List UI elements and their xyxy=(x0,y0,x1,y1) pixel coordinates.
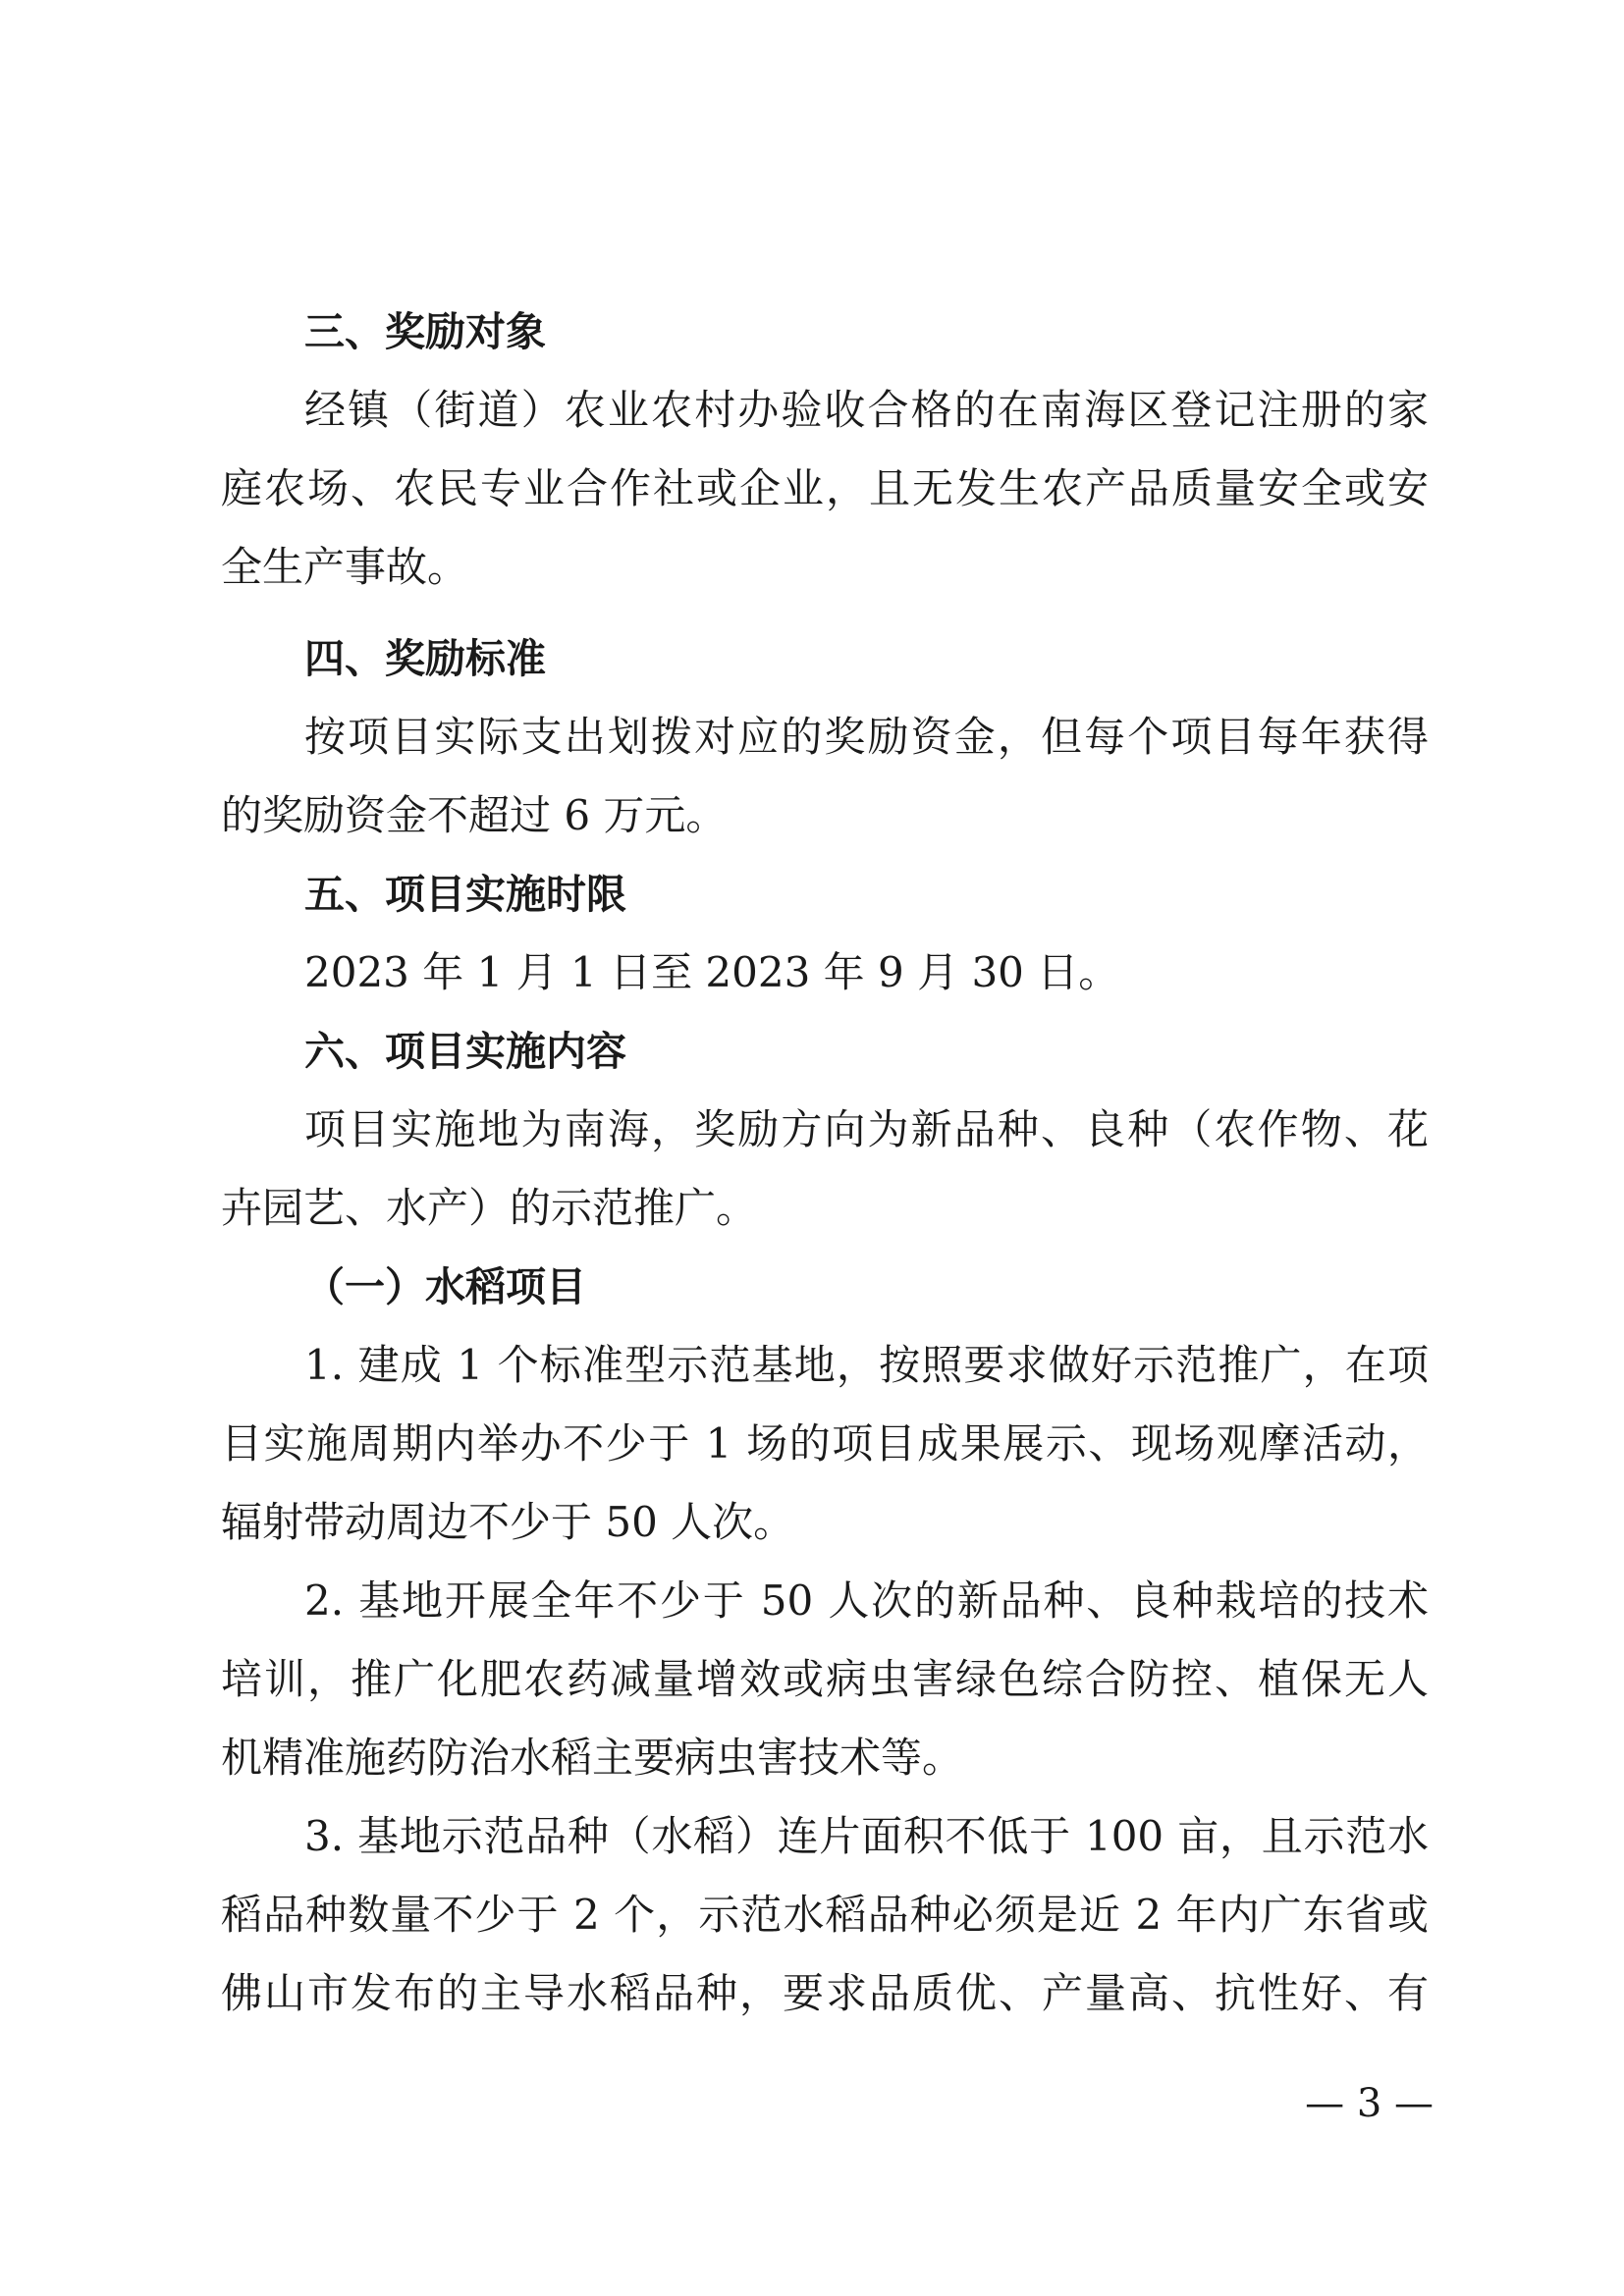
paragraph-line: 1. 建成 1 个标准型示范基地，按照要求做好示范推广，在项 xyxy=(304,1341,1429,1389)
paragraph-line: 佛山市发布的主导水稻品种，要求品质优、产量高、抗性好、有 xyxy=(221,1969,1429,2017)
paragraph-line: 项目实施地为南海，奖励方向为新品种、良种（农作物、花 xyxy=(304,1105,1429,1153)
paragraph-line: 稻品种数量不少于 2 个，示范水稻品种必须是近 2 年内广东省或 xyxy=(221,1891,1429,1939)
paragraph-line: 卉园艺、水产）的示范推广。 xyxy=(221,1184,758,1232)
paragraph-line: 经镇（街道）农业农村办验收合格的在南海区登记注册的家 xyxy=(304,386,1429,434)
paragraph-line: 按项目实际支出划拨对应的奖励资金，但每个项目每年获得 xyxy=(304,713,1429,761)
section-heading-reward-recipients: 三、奖励对象 xyxy=(304,308,546,355)
paragraph-line: 目实施周期内举办不少于 1 场的项目成果展示、现场观摩活动， xyxy=(221,1419,1429,1468)
paragraph-line: 2. 基地开展全年不少于 50 人次的新品种、良种栽培的技术 xyxy=(304,1576,1429,1625)
page-number: — 3 — xyxy=(1305,2081,1434,2126)
paragraph-line: 全生产事故。 xyxy=(221,543,469,591)
paragraph-line: 培训，推广化肥农药减量增效或病虫害绿色综合防控、植保无人 xyxy=(221,1655,1429,1703)
paragraph-line: 庭农场、农民专业合作社或企业，且无发生农产品质量安全或安 xyxy=(221,464,1429,512)
paragraph-line: 辐射带动周边不少于 50 人次。 xyxy=(221,1498,795,1546)
paragraph-line: 3. 基地示范品种（水稻）连片面积不低于 100 亩，且示范水 xyxy=(304,1812,1429,1860)
paragraph-line: 机精准施药防治水稻主要病虫害技术等。 xyxy=(221,1734,964,1782)
section-heading-implementation-period: 五、项目实施时限 xyxy=(304,871,626,918)
paragraph-line: 的奖励资金不超过 6 万元。 xyxy=(221,791,728,839)
section-heading-reward-standard: 四、奖励标准 xyxy=(304,635,546,682)
subsection-heading-rice-project: （一）水稻项目 xyxy=(304,1263,586,1310)
section-heading-implementation-content: 六、项目实施内容 xyxy=(304,1028,626,1075)
paragraph-line: 2023 年 1 月 1 日至 2023 年 9 月 30 日。 xyxy=(304,948,1120,996)
